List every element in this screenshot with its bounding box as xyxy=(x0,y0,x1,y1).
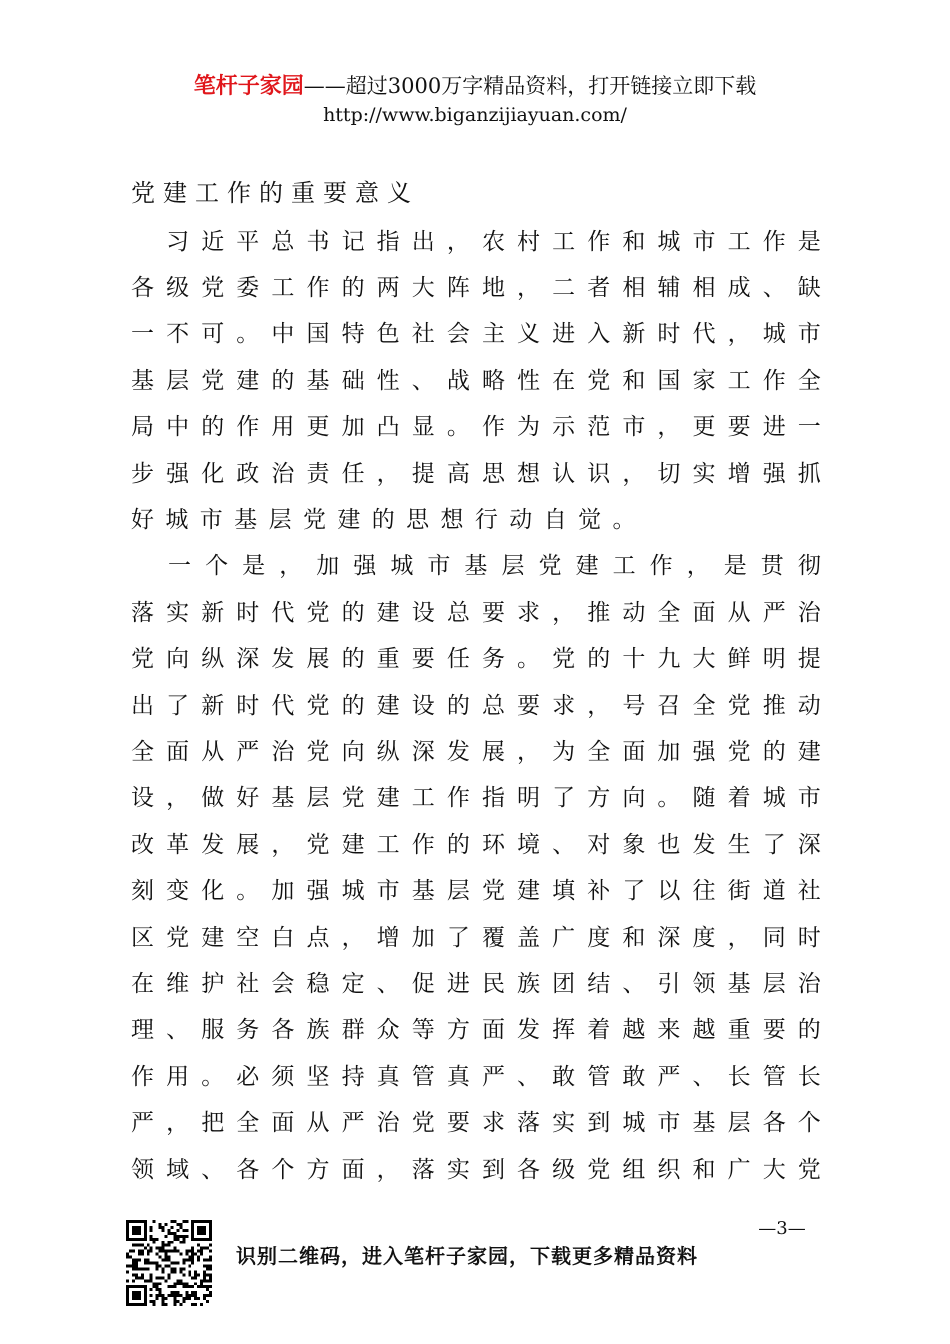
text-line: 刻 变 化 。 加 强 城 市 基 层 党 建 填 补 了 以 往 街 道 社 xyxy=(131,878,821,905)
brand-name[interactable]: 笔杆子家园 xyxy=(193,73,304,99)
text-line: 理 、 服 务 各 族 群 众 等 方 面 发 挥 着 越 来 越 重 要 的 xyxy=(131,1017,821,1044)
page-header xyxy=(0,72,950,128)
text-line: 区 党 建 空 白 点 ， 增 加 了 覆 盖 广 度 和 深 度 ， 同 时 xyxy=(131,924,821,951)
text-line: 基 层 党 建 的 基 础 性 、 战 略 性 在 党 和 国 家 工 作 全 xyxy=(131,367,821,394)
text-line: 党 向 纵 深 发 展 的 重 要 任 务 。 党 的 十 九 大 鲜 明 提 xyxy=(131,646,821,673)
header-url[interactable]: http://www.biganzijiayuan.com/ xyxy=(323,104,627,126)
text-line: 一 个 是 ， 加 强 城 市 基 层 党 建 工 作 ， 是 贯 彻 xyxy=(168,553,821,580)
text-line: 一 不 可 。 中 国 特 色 社 会 主 义 进 入 新 时 代 ， 城 市 xyxy=(131,321,821,348)
text-line: 严 ， 把 全 面 从 严 治 党 要 求 落 实 到 城 市 基 层 各 个 xyxy=(131,1110,821,1137)
text-line: 好 城 市 基 层 党 建 的 思 想 行 动 自 觉 。 xyxy=(131,507,636,534)
text-line: 在 维 护 社 会 稳 定 、 促 进 民 族 团 结 、 引 领 基 层 治 xyxy=(131,970,821,997)
document-title: 党建工作的重要意义 xyxy=(131,179,419,207)
page-number: —3— xyxy=(758,1218,806,1239)
footer-caption: 识别二维码，进入笔杆子家园，下载更多精品资料 xyxy=(236,1244,698,1268)
text-line: 落 实 新 时 代 党 的 建 设 总 要 求 ， 推 动 全 面 从 严 治 xyxy=(131,599,821,626)
text-line: 作 用 。 必 须 坚 持 真 管 真 严 、 敢 管 敢 严 、 长 管 长 xyxy=(131,1063,821,1090)
qr-code-icon[interactable] xyxy=(126,1220,212,1306)
text-line: 改 革 发 展 ， 党 建 工 作 的 环 境 、 对 象 也 发 生 了 深 xyxy=(131,831,821,858)
document-body xyxy=(131,216,821,1190)
text-line: 各 级 党 委 工 作 的 两 大 阵 地 ， 二 者 相 辅 相 成 、 缺 xyxy=(131,275,821,302)
text-line: 设 ， 做 好 基 层 党 建 工 作 指 明 了 方 向 。 随 着 城 市 xyxy=(131,785,821,812)
header-tagline: ——超过3000万字精品资料，打开链接立即下载 xyxy=(303,74,757,98)
text-line: 出 了 新 时 代 党 的 建 设 的 总 要 求 ， 号 召 全 党 推 动 xyxy=(131,692,821,719)
text-line: 领 域 、 各 个 方 面 ， 落 实 到 各 级 党 组 织 和 广 大 党 xyxy=(131,1156,821,1183)
text-line: 步 强 化 政 治 责 任 ， 提 高 思 想 认 识 ， 切 实 增 强 抓 xyxy=(131,460,821,487)
header-line xyxy=(0,72,950,100)
text-line: 全 面 从 严 治 党 向 纵 深 发 展 ， 为 全 面 加 强 党 的 建 xyxy=(131,738,821,765)
text-line: 局 中 的 作 用 更 加 凸 显 。 作 为 示 范 市 ， 更 要 进 一 xyxy=(131,414,821,441)
text-line: 习 近 平 总 书 记 指 出 ， 农 村 工 作 和 城 市 工 作 是 xyxy=(166,228,821,255)
